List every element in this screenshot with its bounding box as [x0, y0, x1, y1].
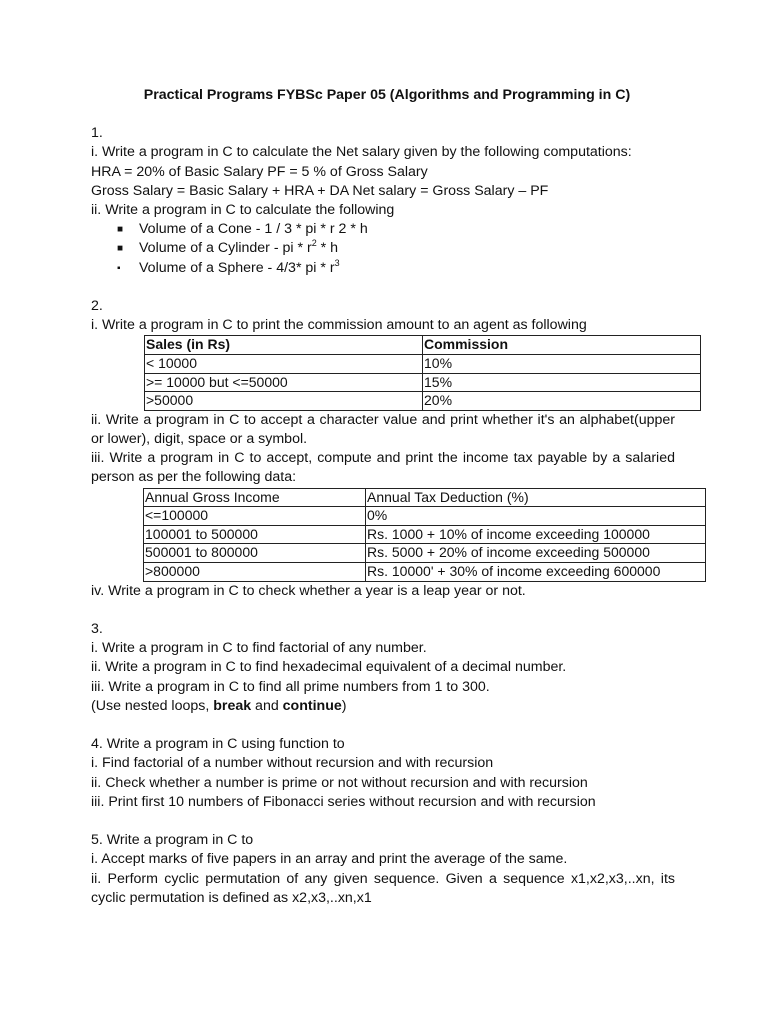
section-5-heading: 5. Write a program in C to [91, 832, 254, 849]
table-cell: 20% [423, 392, 701, 411]
section-1-item-ii: ii. Write a program in C to calculate the following [91, 202, 395, 219]
section-2-number: 2. [91, 298, 103, 315]
section-3-number: 3. [91, 620, 103, 637]
list-item: ■ Volume of a Cylinder - pi * $r^2$ * h [139, 239, 675, 258]
list-item: ▪ Volume of a Sphere - 4/3* pi * $r^3$ [139, 259, 675, 278]
income-tax-table [143, 488, 706, 582]
table-header-cell: Annual Gross Income [144, 488, 366, 507]
volume-list [91, 220, 675, 278]
table-row [144, 525, 706, 544]
section-4-item-iii: iii. Print first 10 numbers of Fibonacci series without recursion and with recursion [91, 793, 596, 810]
section-3-item-iii: iii. Write a program in C to find all prime numbers from 1 to 300. [91, 678, 490, 695]
document-page [91, 86, 675, 908]
bullet-icon: ▪ [117, 262, 121, 274]
table-cell: 15% [423, 373, 701, 392]
table-cell: 500001 to 800000 [144, 544, 366, 563]
table-cell: >800000 [144, 562, 366, 581]
section-5-item-i: i. Accept marks of five papers in an array and print the average of the same. [91, 851, 568, 868]
section-1-number: 1. [91, 125, 103, 142]
table-row [145, 355, 701, 374]
table-header-row [145, 336, 701, 355]
table-row [144, 544, 706, 563]
table-row [145, 392, 701, 411]
bullet-icon: ■ [117, 224, 124, 236]
table-cell: < 10000 [145, 355, 423, 374]
table-cell: Rs. 5000 + 20% of income exceeding 500000 [366, 544, 706, 563]
table-cell: >50000 [145, 392, 423, 411]
section-2-item-iii: iii. Write a program in C to accept, compute and print the income tax payable by a salaried person as per the following data: [91, 450, 675, 486]
table-cell: 10% [423, 355, 701, 374]
table-cell: >= 10000 but <=50000 [145, 373, 423, 392]
table-header-cell: Annual Tax Deduction (%) [366, 488, 706, 507]
section-3-item-i: i. Write a program in C to find factorial of any number. [91, 640, 427, 657]
page-title: Practical Programs FYBSc Paper 05 (Algorithms and Programming in C) [143, 87, 631, 103]
section-5-item-ii: ii. Perform cyclic permutation of any given sequence. Given a sequence x1,x2,x3,..xn, its cyclic permutation is defined as x2,x3,..xn,x1 [91, 870, 675, 906]
table-header-row [144, 488, 706, 507]
section-4-item-i: i. Find factorial of a number without recursion and with recursion [91, 755, 494, 772]
section-1-formula-2: Gross Salary = Basic Salary + HRA + DA Net salary = Gross Salary – PF [91, 182, 549, 199]
table-row [145, 373, 701, 392]
section-1-item-i: i. Write a program in C to calculate the Net salary given by the following computations: [91, 144, 632, 161]
section-4-heading: 4. Write a program in C using function to [91, 736, 345, 753]
commission-table [144, 335, 701, 410]
table-cell: <=100000 [144, 507, 366, 526]
list-item: ■ Volume of a Cone - 1 / 3 * pi * r 2 * h [139, 220, 675, 239]
bullet-icon: ■ [117, 243, 124, 255]
section-3-item-ii: ii. Write a program in C to find hexadecimal equivalent of a decimal number. [91, 659, 567, 676]
section-1-formula-1: HRA = 20% of Basic Salary PF = 5 % of Gross Salary [91, 163, 428, 180]
section-3-note: (Use nested loops, break and continue) [91, 697, 347, 714]
section-2-item-iv: iv. Write a program in C to check whether a year is a leap year or not. [91, 582, 526, 599]
section-2-item-i: i. Write a program in C to print the commission amount to an agent as following [91, 317, 587, 334]
table-cell: 100001 to 500000 [144, 525, 366, 544]
table-cell: Rs. 10000' + 30% of income exceeding 600000 [366, 562, 706, 581]
table-row [144, 562, 706, 581]
section-2-item-ii: ii. Write a program in C to accept a character value and print whether it's an alphabet(upper or lower), digit, space or a symbol. [91, 411, 675, 447]
section-4-item-ii: ii. Check whether a number is prime or not without recursion and with recursion [91, 774, 588, 791]
table-row [144, 507, 706, 526]
table-cell: Rs. 1000 + 10% of income exceeding 100000 [366, 525, 706, 544]
table-header-cell: Sales (in Rs) [145, 336, 423, 355]
table-cell: 0% [366, 507, 706, 526]
table-header-cell: Commission [423, 336, 701, 355]
